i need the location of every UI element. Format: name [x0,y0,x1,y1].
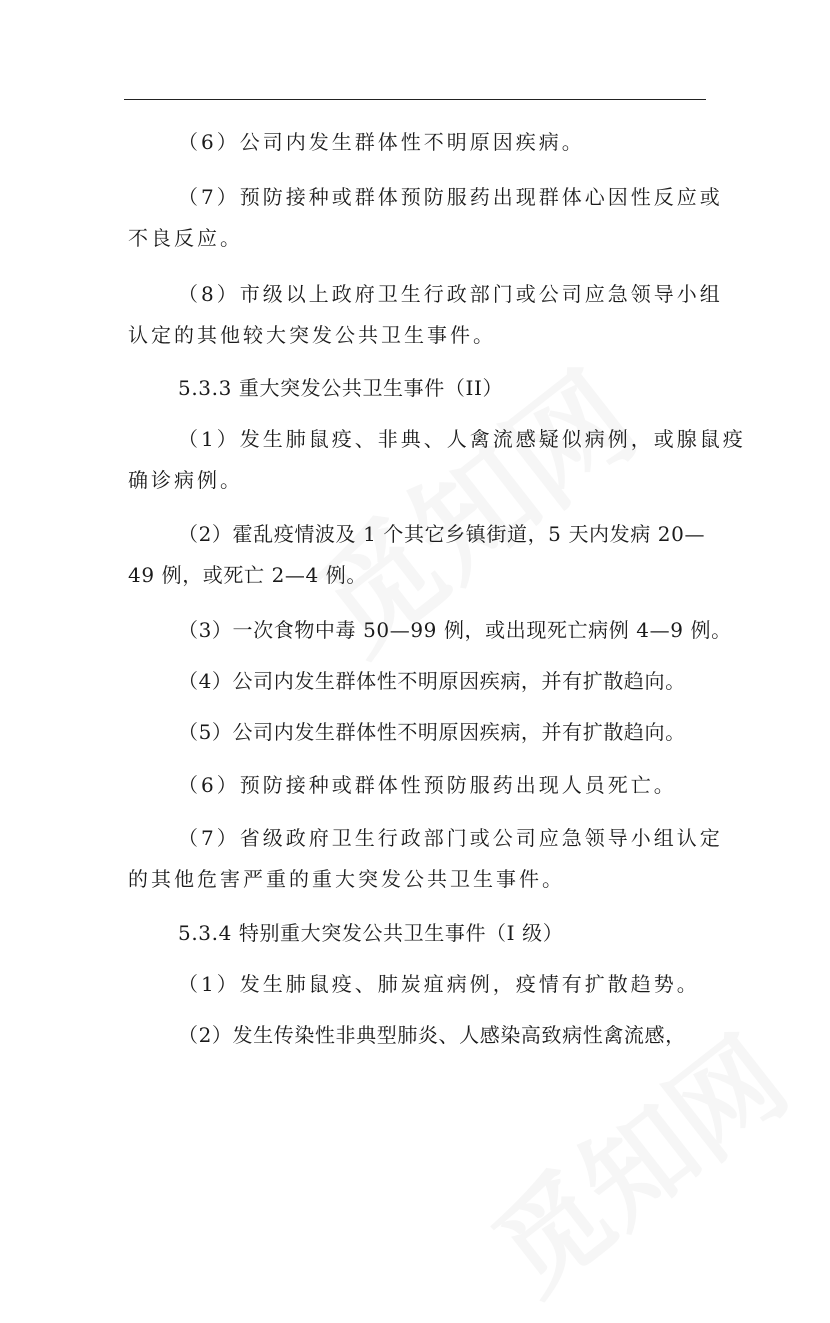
paragraph-line: 不良反应。 [128,226,243,250]
paragraph-line: 49 例，或死亡 2—4 例。 [128,563,367,587]
paragraph-line: 的其他危害严重的重大突发公共卫生事件。 [128,867,565,891]
paragraph-line: （6）预防接种或群体性预防服药出现人员死亡。 [178,773,677,797]
paragraph-line: 确诊病例。 [128,468,243,492]
paragraph-line: （1）发生肺鼠疫、肺炭疽病例，疫情有扩散趋势。 [178,972,700,996]
section-heading: 5.3.3 重大突发公共卫生事件（II） [178,376,504,400]
paragraph-line: （2）霍乱疫情波及 1 个其它乡镇街道，5 天内发病 20— [178,522,706,546]
paragraph-line: 认定的其他较大突发公共卫生事件。 [128,323,496,347]
paragraph-line: （7）省级政府卫生行政部门或公司应急领导小组认定 [178,826,723,850]
header-rule [124,99,706,100]
paragraph-line: （1）发生肺鼠疫、非典、人禽流感疑似病例，或腺鼠疫 [178,427,746,451]
section-heading: 5.3.4 特别重大突发公共卫生事件（I 级） [178,921,564,945]
paragraph-line: （3）一次食物中毒 50—99 例，或出现死亡病例 4—9 例。 [178,618,732,642]
paragraph-line: （7）预防接种或群体预防服药出现群体心因性反应或 [178,185,723,209]
paragraph-line: （4）公司内发生群体性不明原因疾病，并有扩散趋向。 [178,669,686,693]
paragraph-line: （2）发生传染性非典型肺炎、人感染高致病性禽流感， [178,1023,686,1047]
paragraph-line: （5）公司内发生群体性不明原因疾病，并有扩散趋向。 [178,720,686,744]
paragraph-line: （6）公司内发生群体性不明原因疾病。 [178,130,585,154]
paragraph-line: （8）市级以上政府卫生行政部门或公司应急领导小组 [178,282,723,306]
